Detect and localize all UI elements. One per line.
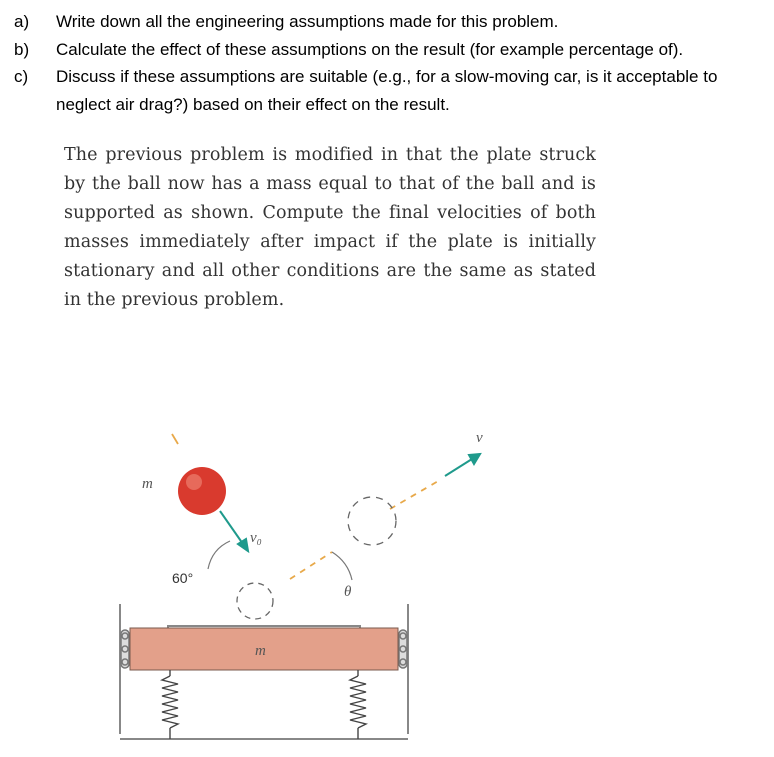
theta-label: θ: [344, 584, 352, 600]
ball-mass-label: m: [142, 476, 153, 492]
rebound-path: [290, 480, 440, 579]
plate-mass-label: m: [255, 643, 266, 659]
question-c: [14, 63, 764, 118]
impact-ball-outline: [237, 583, 273, 619]
final-velocity-label: v: [476, 430, 483, 446]
roller-left: [121, 630, 129, 668]
question-letter: c): [14, 67, 29, 86]
ball: [178, 467, 226, 515]
question-text: Write down all the engineering assumptions made for this problem.: [56, 12, 559, 31]
angle-label: 60°: [172, 570, 194, 586]
question-text: Discuss if these assumptions are suitable (e.g., for a slow-moving car, is it acceptable to neglect air drag?) based on their effect on the result.: [56, 67, 718, 114]
rebound-ball-outline: [348, 497, 396, 545]
question-letter: a): [14, 12, 30, 31]
incoming-path: [172, 434, 178, 444]
spring-right: [350, 670, 366, 739]
question-a: [14, 8, 764, 36]
initial-velocity-arrow: [220, 511, 248, 551]
question-letter: b): [14, 39, 30, 59]
roller-right: [399, 630, 407, 668]
theta-arc: [332, 552, 352, 580]
question-b: [14, 36, 764, 64]
angle-arc: [208, 541, 230, 569]
assignment-questions: [14, 8, 764, 118]
spring-left: [162, 670, 178, 739]
final-velocity-arrow: [445, 454, 480, 476]
collision-figure: [100, 384, 520, 754]
problem-statement: The previous problem is modified in that the plate struck by the ball now has a mass equal to that of the ball and is supported as shown. Compute the final velocities of both masses immediately after impact if the plate is initially stationary and all other conditions are the same as stated in the previous problem.: [64, 145, 596, 310]
initial-velocity-label: v₀: [250, 530, 262, 546]
question-text: Calculate the effect of these assumptions on the result (for example percentage of).: [56, 39, 684, 59]
